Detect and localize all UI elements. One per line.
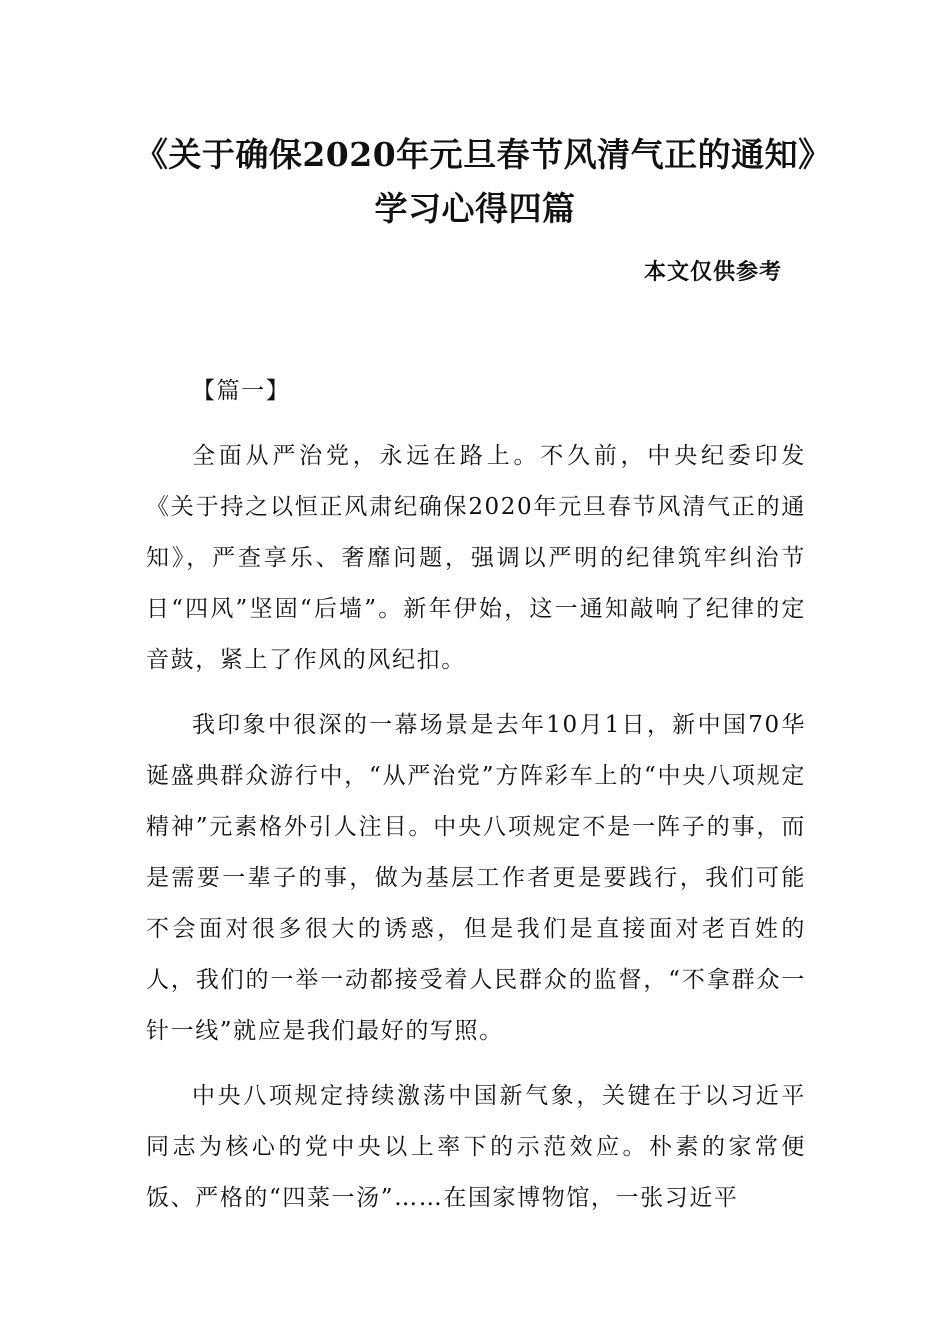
document-title: 《关于确保2020年元旦春节风清气正的通知》学习心得四篇 [134,135,816,228]
reference-note: 本文仅供参考 [643,259,782,285]
paragraph-3: 中央八项规定持续激荡中国新气象，关键在于以习近平同志为核心的党中央以上率下的示范效应。朴素的家常便饭、严格的“四菜一汤”……在国家博物馆，一张习近平 [146,1083,806,1211]
paragraph-1: 全面从严治党，永远在路上。不久前，中央纪委印发《关于持之以恒正风肃纪确保2020年元旦春节风清气正的通知》，严查享乐、奢靡问题，强调以严明的纪律筑牢纠治节日“四风”坚固“后墙”。新年伊始，这一通知敲响了纪律的定音鼓，紧上了作风的风纪扣。 [146,443,806,673]
paragraph-2: 我印象中很深的一幕场景是去年10月1日，新中国70华诞盛典群众游行中，“从严治党”方阵彩车上的“中央八项规定精神”元素格外引人注目。中央八项规定不是一阵子的事，而是需要一辈子的事，做为基层工作者更是要践行，我们可能不会面对很多很大的诱惑，但是我们是直接面对老百姓的人，我们的一举一动都接受着人民群众的监督，“不拿群众一针一线”就应是我们最好的写照。 [146,712,806,1044]
document-body [146,366,806,1238]
section-label: 【篇一】 [192,378,291,404]
